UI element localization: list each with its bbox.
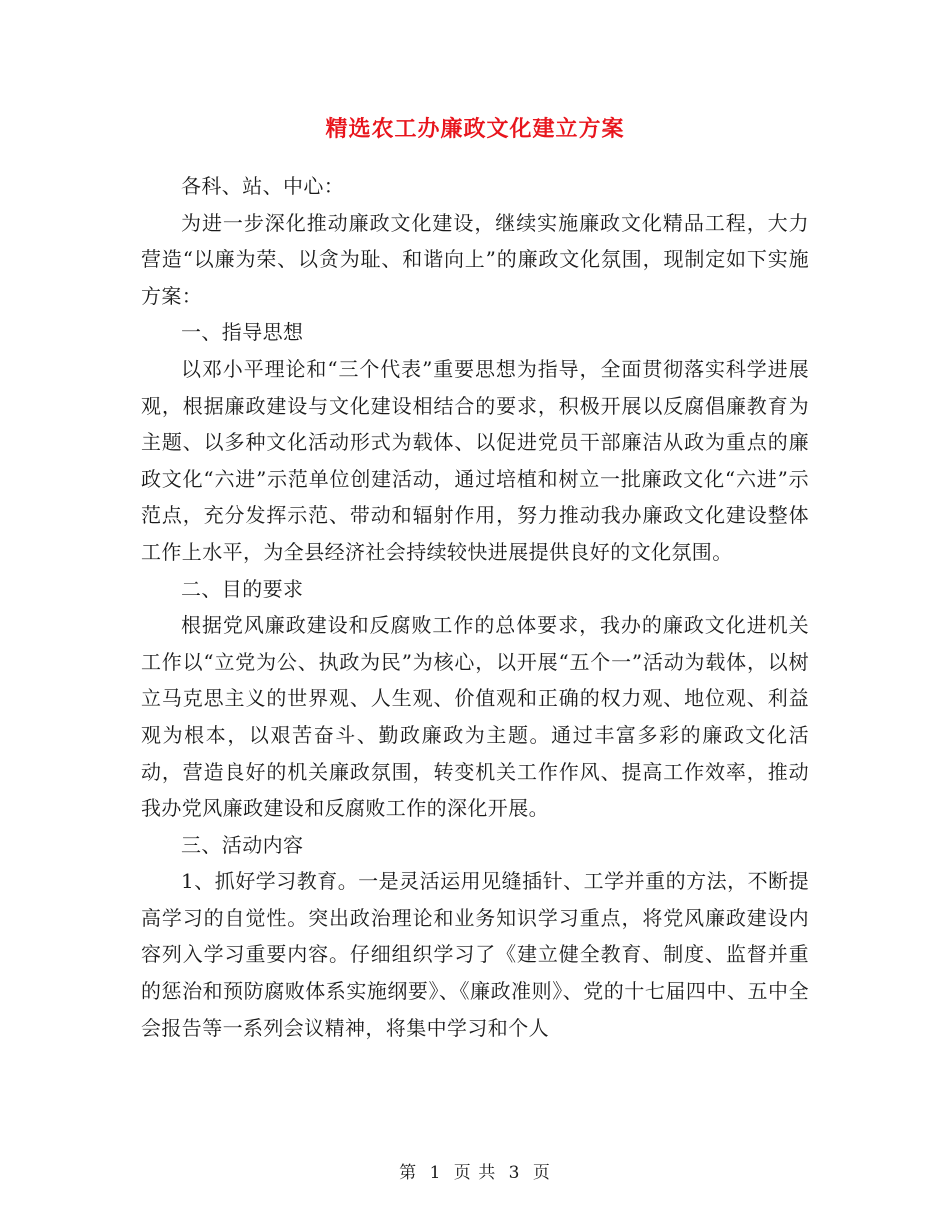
page-footer <box>0 1158 950 1183</box>
paragraph-intro: 为进一步深化推动廉政文化建设，继续实施廉政文化精品工程，大力营造“以廉为荣、以贪为耻、和谐向上”的廉政文化氛围，现制定如下实施方案： <box>141 210 809 308</box>
section-heading-activities: 三、活动内容 <box>181 832 304 857</box>
footer-middle: 页 共 <box>453 1163 497 1183</box>
footer-total-pages: 3 <box>508 1163 521 1183</box>
paragraph-activities-1: 1、抓好学习教育。一是灵活运用见缝插针、工学并重的方法，不断提高学习的自觉性。突出政治理论和业务知识学习重点，将党风廉政建设内容列入学习重要内容。仔细组织学习了《建立健全教育、制度、监督并重的惩治和预防腐败体系实施纲要》、《廉政准则》、党的十七届四中、五中全会报告等一系列会议精神，将集中学习和个人 <box>141 869 809 1040</box>
section-heading-objectives: 二、目的要求 <box>181 576 304 601</box>
footer-page-number: 1 <box>429 1163 442 1183</box>
salutation: 各科、站、中心： <box>181 174 345 198</box>
section-heading-guiding-ideology: 一、指导思想 <box>181 320 304 345</box>
paragraph-objectives: 根据党风廉政建设和反腐败工作的总体要求，我办的廉政文化进机关工作以“立党为公、执政为民”为核心，以开展“五个一”活动为载体，以树立马克思主义的世界观、人生观、价值观和正确的权力观、地位观、利益观为根本，以艰苦奋斗、勤政廉政为主题。通过丰富多彩的廉政文化活动，营造良好的机关廉政氛围，转变机关工作作风、提高工作效率，推动我办党风廉政建设和反腐败工作的深化开展。 <box>141 613 809 821</box>
footer-suffix: 页 <box>532 1163 551 1183</box>
document-body <box>141 168 809 1046</box>
document-title: 精选农工办廉政文化建立方案 <box>325 116 625 142</box>
paragraph-guiding-ideology: 以邓小平理论和“三个代表”重要思想为指导，全面贯彻落实科学进展观，根据廉政建设与文化建设相结合的要求，积极开展以反腐倡廉教育为主题、以多种文化活动形式为载体、以促进党员干部廉洁从政为重点的廉政文化“六进”示范单位创建活动，通过培植和树立一批廉政文化“六进”示范点，充分发挥示范、带动和辐射作用，努力推动我办廉政文化建设整体工作上水平，为全县经济社会持续较快进展提供良好的文化氛围。 <box>141 356 809 564</box>
footer-prefix: 第 <box>399 1163 418 1183</box>
